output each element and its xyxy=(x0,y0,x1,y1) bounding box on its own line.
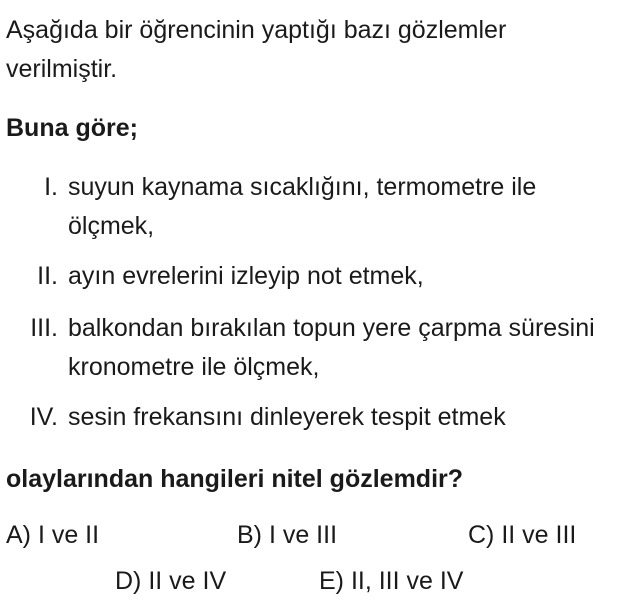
intro-text: Aşağıda bir öğrencinin yaptığı bazı gözlemler verilmiştir. xyxy=(6,16,507,83)
statement-text: sesin frekansını dinleyerek tespit etmek xyxy=(68,403,506,431)
question-text: olaylarından hangileri nitel gözlemdir? xyxy=(6,465,464,493)
answer-option-d[interactable]: D) II ve IV xyxy=(115,567,227,595)
answer-option-e[interactable]: E) II, III ve IV xyxy=(319,567,464,595)
statement-item xyxy=(0,168,608,246)
answer-option-c[interactable]: C) II ve III xyxy=(468,521,577,549)
statement-text: ayın evrelerini izleyip not etmek, xyxy=(68,262,424,290)
statement-number: III. xyxy=(30,314,58,342)
answer-option-b[interactable]: B) I ve III xyxy=(237,521,338,549)
statement-number: II. xyxy=(37,262,58,290)
statement-item xyxy=(0,398,608,437)
statement-number: I. xyxy=(44,173,58,201)
statement-item xyxy=(0,257,608,296)
answer-option-a[interactable]: A) I ve II xyxy=(6,521,100,549)
statement-item xyxy=(0,309,608,387)
statement-text: suyun kaynama sıcaklığını, termometre ile ölçmek, xyxy=(68,173,537,240)
lead-text: Buna göre; xyxy=(6,114,138,142)
statement-text: balkondan bırakılan topun yere çarpma süresini kronometre ile ölçmek, xyxy=(68,314,595,381)
statement-number: IV. xyxy=(29,403,58,431)
